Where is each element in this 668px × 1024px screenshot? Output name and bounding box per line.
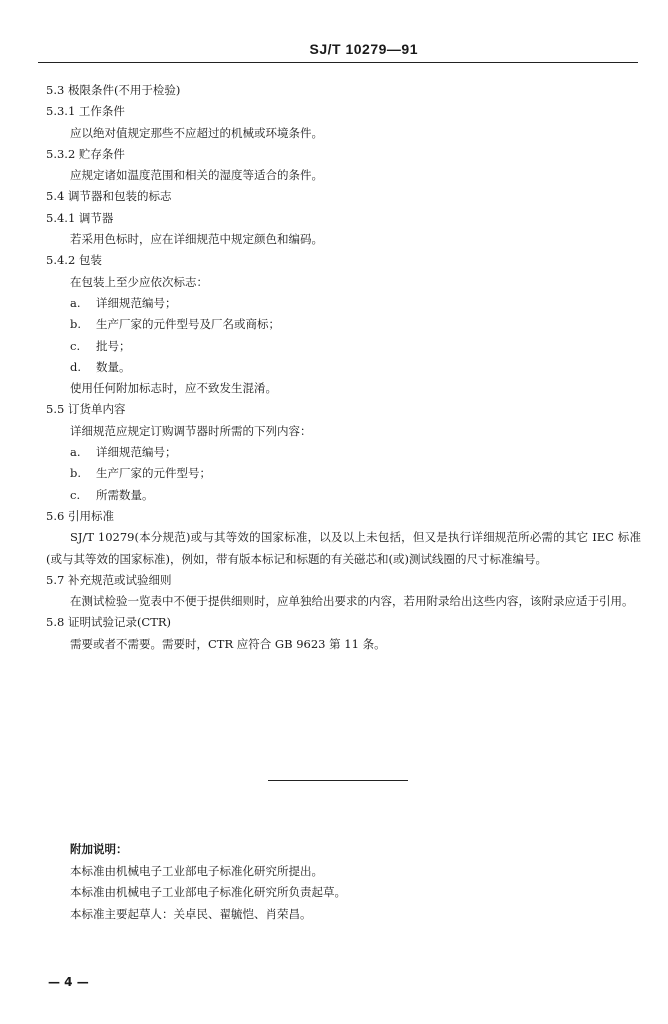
document-body <box>0 80 668 655</box>
notes-line: 本标准由机械电子工业部电子标准化研究所提出。 <box>70 863 323 878</box>
end-rule <box>268 780 408 781</box>
body-text: 应以绝对值规定那些不应超过的机械或环境条件。 <box>70 125 323 140</box>
standard-code: SJ/T 10279—91 <box>309 41 418 57</box>
section-heading: 5.3.1 工作条件 <box>46 104 125 119</box>
list-marker: b. <box>70 317 82 332</box>
list-marker: a. <box>70 295 81 310</box>
body-text: 详细规范应规定订购调节器时所需的下列内容： <box>70 423 312 438</box>
body-paragraph: SJ/T 10279(本分规范)或与其等效的国家标准，以及以上未包括，但又是执行详细规范所必需的其它 IEC 标准(或与其等效的国家标准)，例如，带有版本标记和标题的有关磁芯和(或)测试线圈的尺寸标准编号。 <box>46 530 641 566</box>
section-heading: 5.3 极限条件(不用于检验) <box>46 83 181 97</box>
body-text: 应规定诸如温度范围和相关的湿度等适合的条件。 <box>70 168 323 183</box>
list-item-text: 详细规范编号； <box>96 295 177 310</box>
list-item-text: 数量。 <box>96 359 131 374</box>
section-heading: 5.3.2 贮存条件 <box>46 146 125 161</box>
body-text: 在包装上至少应依次标志： <box>70 274 208 289</box>
list-item <box>0 293 668 314</box>
list-marker: b. <box>70 466 82 481</box>
list-item-text: 生产厂家的元件型号； <box>96 466 211 481</box>
list-item <box>0 485 668 506</box>
section-heading: 5.4.1 调节器 <box>46 210 114 225</box>
section-heading: 5.5 订货单内容 <box>46 402 126 417</box>
section-heading: 5.6 引用标准 <box>46 508 114 523</box>
list-marker: a. <box>70 445 81 460</box>
section-heading: 5.4.2 包装 <box>46 253 102 268</box>
header-rule <box>38 62 638 63</box>
list-item <box>0 357 668 378</box>
body-text: 使用任何附加标志时，应不致发生混淆。 <box>70 381 277 396</box>
section-heading: 5.7 补充规范或试验细则 <box>46 572 172 587</box>
list-item <box>0 442 668 463</box>
notes-title: 附加说明： <box>70 842 128 856</box>
list-item-text: 所需数量。 <box>96 487 154 502</box>
list-item-text: 生产厂家的元件型号及厂名或商标； <box>96 317 280 332</box>
list-item-text: 详细规范编号； <box>96 445 177 460</box>
list-marker: c. <box>70 338 81 353</box>
list-item <box>0 314 668 335</box>
body-text: 若采用色标时，应在详细规范中规定颜色和编码。 <box>70 232 323 247</box>
section-heading: 5.4 调节器和包装的标志 <box>46 189 172 204</box>
page-number: — 4 — <box>48 975 89 989</box>
list-item <box>0 336 668 357</box>
body-text: 需要或者不需要。需要时，CTR 应符合 GB 9623 第 11 条。 <box>70 636 386 651</box>
notes-line: 本标准由机械电子工业部电子标准化研究所负责起草。 <box>70 885 346 899</box>
section-heading: 5.8 证明试验记录(CTR) <box>46 615 172 630</box>
list-marker: c. <box>70 487 81 502</box>
list-item-text: 批号； <box>96 338 131 353</box>
additional-notes <box>70 839 346 925</box>
list-marker: d. <box>70 359 82 374</box>
notes-line: 本标准主要起草人：关卓民、翟毓恺、肖荣昌。 <box>70 906 312 921</box>
body-paragraph: 在测试检验一览表中不便于提供细则时，应单独给出要求的内容，若用附录给出这些内容，该附录应适于引用。 <box>70 594 634 609</box>
list-item <box>0 463 668 484</box>
